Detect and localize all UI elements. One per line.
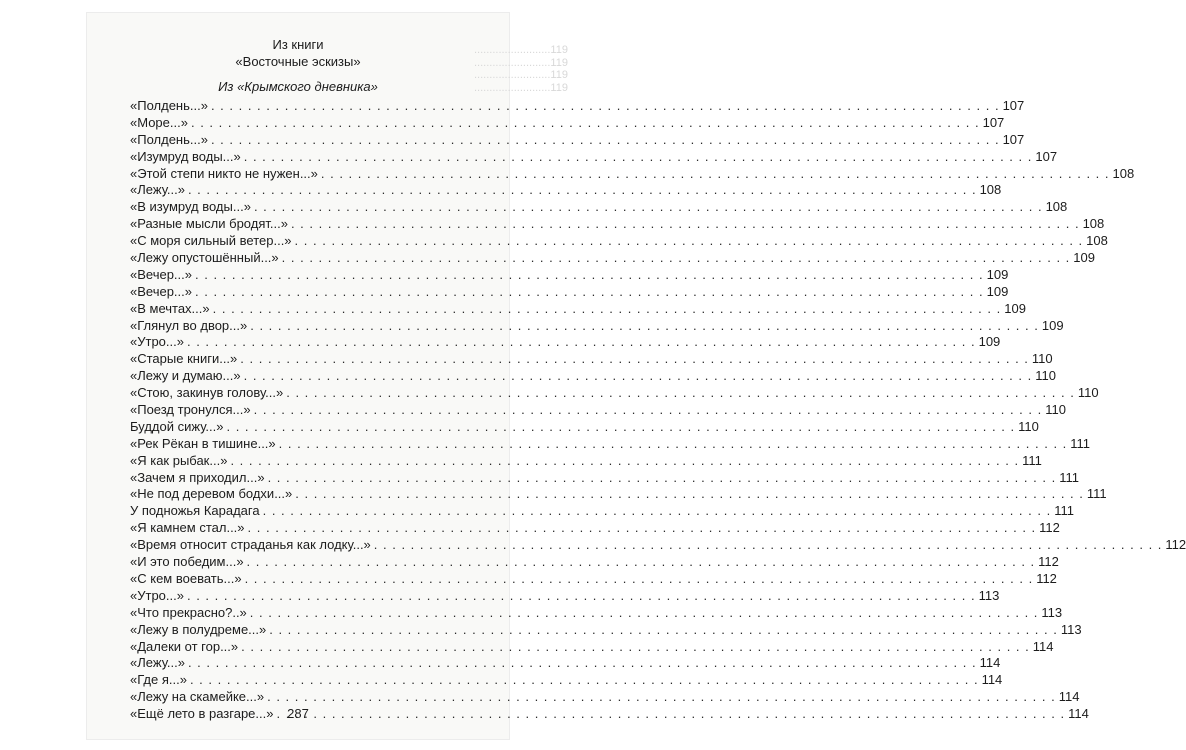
dot-leader xyxy=(321,166,1110,183)
dot-leader xyxy=(282,250,1071,267)
entry-page: 111 xyxy=(1070,435,1091,451)
entry-page: 108 xyxy=(1045,199,1068,215)
toc-entry xyxy=(130,199,1068,216)
dot-leader xyxy=(254,402,1043,419)
entry-page: 109 xyxy=(1041,317,1064,333)
entry-title: «Море...» xyxy=(130,114,188,130)
dot-leader xyxy=(240,351,1029,368)
toc-entry xyxy=(130,554,1059,571)
dot-leader xyxy=(188,182,977,199)
dot-leader xyxy=(195,284,984,301)
dot-leader xyxy=(213,301,1002,318)
entry-title: Буддой сижу...» xyxy=(130,418,224,434)
toc-entry xyxy=(130,385,1099,402)
toc-entry xyxy=(130,300,1026,318)
toc-entry xyxy=(130,570,1057,588)
dot-leader xyxy=(230,453,1019,470)
dot-leader xyxy=(279,436,1068,453)
toc-entry xyxy=(130,283,1009,301)
entry-page: 108 xyxy=(1082,216,1105,232)
entry-page: 110 xyxy=(1035,368,1056,384)
entry-title: «Утро...» xyxy=(130,587,184,603)
dot-leader xyxy=(269,622,1058,639)
dot-leader xyxy=(244,149,1033,166)
toc-entry xyxy=(130,520,1060,537)
entry-title: «Лежу...» xyxy=(130,182,185,198)
dot-leader xyxy=(263,503,1052,520)
dot-leader xyxy=(374,537,1163,554)
entry-page: 113 xyxy=(1041,604,1063,620)
entry-title: «И это победим...» xyxy=(130,554,244,570)
dot-leader xyxy=(211,98,1000,115)
entry-title: У подножья Карадага xyxy=(130,503,260,519)
entry-title: «Лежу на скамейке...» xyxy=(130,689,265,705)
entry-page: 113 xyxy=(978,587,1000,603)
subsection-heading: Из «Крымского дневника» xyxy=(218,79,378,94)
entry-title: «Этой степи никто не нужен...» xyxy=(130,165,318,181)
entry-page: 114 xyxy=(979,655,1001,671)
entry-title: «Старые книги...» xyxy=(130,351,238,367)
entry-page: 110 xyxy=(1077,385,1099,401)
toc-entry xyxy=(130,182,1002,199)
entry-page: 107 xyxy=(982,114,1005,130)
entry-page: 108 xyxy=(979,182,1002,198)
toc-entry xyxy=(130,689,1080,706)
entry-page: 109 xyxy=(978,334,1001,350)
entry-title: «Рек Рёкан в тишине...» xyxy=(130,435,276,451)
entry-title: «Ещё лето в разгаре...» xyxy=(130,706,274,722)
entry-page: 107 xyxy=(1002,131,1025,147)
entry-title: «В изумруд воды...» xyxy=(130,199,251,215)
toc-entry xyxy=(130,317,1064,335)
book-page xyxy=(86,12,1186,740)
entry-title: «Вечер...» xyxy=(130,283,192,299)
entry-page: 108 xyxy=(1086,233,1108,249)
dot-leader xyxy=(187,334,976,351)
entry-page: 107 xyxy=(1002,98,1025,113)
entry-title: «Лежу...» xyxy=(130,655,185,671)
entry-page: 114 xyxy=(981,672,1003,688)
dot-leader xyxy=(250,318,1039,335)
toc-entry xyxy=(130,114,1005,132)
toc-entry xyxy=(130,469,1079,487)
entry-page: 114 xyxy=(1068,706,1089,722)
dot-leader xyxy=(190,672,979,689)
dot-leader xyxy=(267,689,1056,706)
dot-leader xyxy=(195,267,984,284)
entry-title: «Полдень...» xyxy=(130,131,208,147)
entry-page: 109 xyxy=(986,266,1009,282)
entry-title: «Стою, закинув голову...» xyxy=(130,385,284,401)
dot-leader xyxy=(268,470,1057,487)
entry-title: «Глянул во двор...» xyxy=(130,317,248,333)
entry-title: «Я камнем стал...» xyxy=(130,520,245,536)
toc-entry xyxy=(130,148,1058,166)
dot-leader xyxy=(211,132,1000,149)
toc-entry xyxy=(130,655,1001,672)
toc-entry xyxy=(130,351,1053,368)
dot-leader xyxy=(250,605,1039,622)
toc-entry xyxy=(130,503,1074,520)
dot-leader xyxy=(247,554,1036,571)
dot-leader xyxy=(295,233,1084,250)
entry-title: «Не под деревом бодхи...» xyxy=(130,486,293,502)
entry-title: «Полдень...» xyxy=(130,98,208,113)
entry-title: «Далеки от гор...» xyxy=(130,638,239,654)
show-through-text: .........................119 .........................119 .........................119 .........................119 xyxy=(474,44,568,94)
entry-page: 111 xyxy=(1022,452,1042,468)
entry-page: 110 xyxy=(1031,351,1053,367)
section-heading: Из книги xyxy=(272,37,324,52)
page-number: 287 xyxy=(287,706,309,721)
dot-leader xyxy=(191,115,980,132)
entry-title: «Поезд тронулся...» xyxy=(130,402,251,418)
dot-leader xyxy=(248,520,1037,537)
entry-page: 113 xyxy=(1060,621,1082,637)
toc-entry xyxy=(130,435,1091,453)
dot-leader xyxy=(254,199,1043,216)
entry-page: 109 xyxy=(1004,300,1026,316)
dot-leader xyxy=(245,571,1034,588)
entry-page: 112 xyxy=(1165,537,1186,553)
entry-title: «Разные мысли бродят...» xyxy=(130,216,288,232)
entry-page: 110 xyxy=(1045,402,1066,418)
entry-page: 109 xyxy=(1073,250,1095,266)
entry-title: «Изумруд воды...» xyxy=(130,148,241,164)
entry-title: «Утро...» xyxy=(130,334,184,350)
toc-entry xyxy=(130,418,1039,436)
entry-title: «Вечер...» xyxy=(130,266,192,282)
toc-entry xyxy=(130,452,1042,470)
entry-title: «С моря сильный ветер...» xyxy=(130,233,292,249)
entry-page: 112 xyxy=(1036,570,1057,586)
entry-title: «Я как рыбак...» xyxy=(130,452,228,468)
entry-page: 112 xyxy=(1039,520,1060,536)
toc-entry xyxy=(130,165,1135,183)
table-of-contents xyxy=(130,98,1186,723)
toc-entry xyxy=(130,250,1095,267)
toc-entry xyxy=(130,131,1025,149)
entry-title: «Время относит страданья как лодку...» xyxy=(130,537,371,553)
dot-leader xyxy=(286,385,1075,402)
entry-title: «Лежу в полудреме...» xyxy=(130,621,267,637)
entry-title: «Где я...» xyxy=(130,672,187,688)
toc-entry xyxy=(130,402,1066,419)
toc-entry xyxy=(130,368,1056,385)
entry-page: 110 xyxy=(1018,418,1039,434)
dot-leader xyxy=(291,216,1080,233)
toc-entry xyxy=(130,638,1054,656)
book-title: «Восточные эскизы» xyxy=(235,54,361,69)
toc-entry xyxy=(130,587,1000,605)
entry-page: 114 xyxy=(1058,689,1080,705)
entry-page: 108 xyxy=(1112,165,1135,181)
toc-entry xyxy=(130,604,1063,622)
dot-leader xyxy=(226,419,1015,436)
entry-page: 107 xyxy=(1035,148,1058,164)
dot-leader xyxy=(241,639,1030,656)
toc-entry xyxy=(130,672,1003,689)
dot-leader xyxy=(187,588,976,605)
entry-title: «С кем воевать...» xyxy=(130,570,242,586)
entry-page: 111 xyxy=(1086,486,1107,502)
toc-entry xyxy=(130,621,1082,639)
toc-entry xyxy=(130,486,1107,503)
dot-leader xyxy=(295,486,1084,503)
dot-leader xyxy=(188,655,977,672)
entry-title: «В мечтах...» xyxy=(130,300,210,316)
toc-entry xyxy=(130,537,1186,554)
toc-entry xyxy=(130,98,1025,115)
toc-entry xyxy=(130,216,1105,233)
entry-title: «Лежу опустошённый...» xyxy=(130,250,279,266)
entry-page: 111 xyxy=(1054,503,1074,519)
toc-entry xyxy=(130,266,1009,284)
toc-entry xyxy=(130,334,1001,351)
entry-page: 111 xyxy=(1059,469,1079,485)
entry-title: «Что прекрасно?..» xyxy=(130,604,247,620)
dot-leader xyxy=(244,368,1033,385)
entry-page: 109 xyxy=(986,283,1009,299)
entry-title: «Зачем я приходил...» xyxy=(130,469,265,485)
entry-page: 114 xyxy=(1032,638,1054,654)
toc-entry xyxy=(130,233,1108,250)
entry-page: 112 xyxy=(1038,554,1059,570)
entry-title: «Лежу и думаю...» xyxy=(130,368,241,384)
